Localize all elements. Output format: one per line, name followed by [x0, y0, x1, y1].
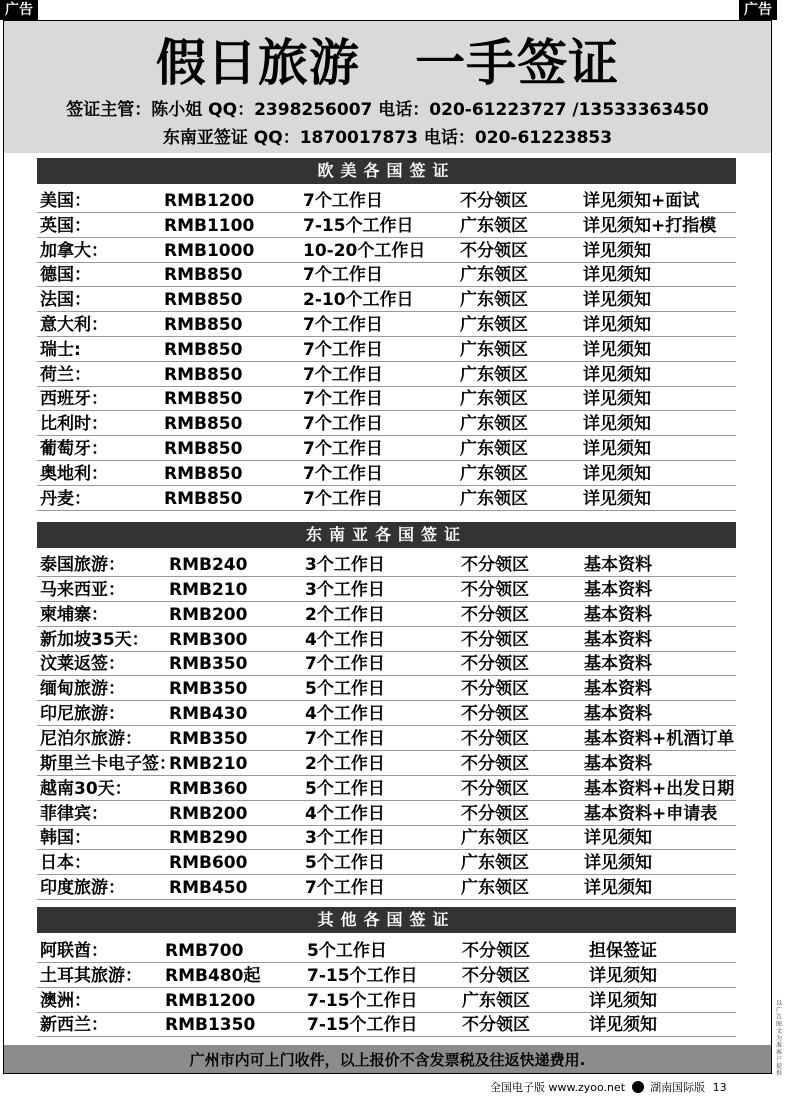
visa-requirement-note: 担保签证	[589, 941, 657, 961]
visa-country: 尼泊尔旅游：	[40, 728, 142, 749]
visa-consular-region: 不分领区	[461, 803, 529, 824]
visa-consular-region: 广东领区	[460, 215, 528, 236]
visa-country: 印度旅游：	[40, 878, 125, 899]
visa-country: 英国：	[40, 215, 91, 236]
table-row	[37, 677, 736, 701]
visa-consular-region: 广东领区	[460, 339, 528, 360]
visa-price: RMB200	[169, 803, 248, 824]
visa-price: RMB360	[169, 778, 248, 799]
table-row	[37, 1013, 736, 1037]
visa-processing-time: 7个工作日	[303, 265, 383, 286]
table-row	[37, 313, 736, 337]
visa-consular-region: 不分领区	[461, 728, 529, 749]
visa-processing-time: 7个工作日	[303, 488, 383, 509]
visa-country: 德国：	[40, 265, 91, 286]
visa-processing-time: 4个工作日	[305, 803, 385, 824]
visa-country: 新西兰：	[40, 1015, 108, 1036]
visa-requirement-note: 基本资料	[584, 654, 652, 675]
visa-requirement-note: 详见须知	[583, 439, 651, 459]
table-row	[37, 387, 736, 411]
visa-country: 意大利：	[40, 315, 108, 335]
visa-consular-region: 广东领区	[460, 364, 528, 385]
ad-tag-left: 广告	[0, 0, 38, 20]
visa-consular-region: 广东领区	[460, 414, 528, 435]
visa-processing-time: 7个工作日	[303, 389, 383, 410]
visa-requirement-note: 基本资料	[584, 555, 652, 575]
visa-price: RMB480起	[165, 965, 261, 986]
table-row	[37, 412, 736, 436]
visa-price: RMB600	[169, 853, 248, 874]
visa-processing-time: 5个工作日	[305, 778, 385, 799]
visa-requirement-note: 详见须知	[584, 828, 652, 849]
visa-processing-time: 4个工作日	[305, 629, 385, 650]
ad-tag-right: 广告	[739, 0, 777, 20]
visa-price: RMB850	[164, 339, 243, 360]
visa-country: 马来西亚：	[40, 579, 125, 600]
visa-country: 阿联酋：	[40, 941, 108, 961]
visa-processing-time: 7-15个工作日	[307, 990, 418, 1011]
visa-price: RMB1100	[164, 215, 255, 236]
table-row	[37, 652, 736, 676]
table-row	[37, 189, 736, 213]
visa-country: 汶莱返签：	[40, 654, 125, 675]
visa-country: 澳洲：	[40, 990, 91, 1011]
visa-processing-time: 2个工作日	[305, 753, 385, 774]
visa-price: RMB210	[169, 579, 248, 600]
visa-requirement-note: 详见须知	[583, 488, 651, 509]
visa-requirement-note: 详见须知	[583, 339, 651, 360]
ad-title: 假日旅游 一手签证	[155, 34, 620, 92]
visa-requirement-note: 详见须知	[583, 265, 651, 286]
visa-country: 土耳其旅游：	[40, 965, 142, 986]
visa-consular-region: 不分领区	[460, 240, 528, 261]
visa-price: RMB850	[164, 364, 243, 385]
visa-country: 斯里兰卡电子签：	[40, 753, 176, 774]
visa-processing-time: 3个工作日	[305, 828, 385, 849]
visa-processing-time: 5个工作日	[305, 679, 385, 700]
visa-price: RMB200	[169, 604, 248, 625]
visa-requirement-note: 详见须知	[589, 965, 657, 986]
visa-processing-time: 5个工作日	[305, 853, 385, 874]
visa-price: RMB450	[169, 878, 248, 899]
visa-country: 西班牙：	[40, 389, 108, 410]
visa-consular-region: 广东领区	[460, 389, 528, 410]
footer-note: 广州市内可上门收件，以上报价不含发票税及往返快递费用.	[4, 1045, 771, 1074]
visa-price: RMB210	[169, 753, 248, 774]
table-row	[37, 876, 736, 900]
table-row	[37, 214, 736, 238]
visa-processing-time: 7个工作日	[305, 654, 385, 675]
visa-consular-region: 广东领区	[460, 439, 528, 459]
visa-consular-region: 不分领区	[461, 704, 529, 725]
visa-requirement-note: 基本资料	[584, 629, 652, 650]
table-row	[37, 989, 736, 1013]
visa-processing-time: 5个工作日	[307, 941, 387, 961]
visa-processing-time: 3个工作日	[305, 579, 385, 600]
visa-price: RMB240	[169, 555, 248, 575]
visa-consular-region: 不分领区	[460, 191, 528, 211]
visa-consular-region: 不分领区	[461, 679, 529, 700]
visa-consular-region: 不分领区	[461, 604, 529, 625]
contact-line-main: 签证主管：陈小姐 QQ：2398256007 电话：020-61223727 /13533363450	[66, 100, 709, 120]
visa-requirement-note: 基本资料	[584, 604, 652, 625]
visa-price: RMB700	[165, 941, 244, 961]
visa-consular-region: 广东领区	[460, 315, 528, 335]
table-row	[37, 727, 736, 751]
visa-country: 韩国：	[40, 828, 91, 849]
visa-requirement-note: 详见须知	[584, 853, 652, 874]
visa-processing-time: 7-15个工作日	[307, 1015, 418, 1036]
visa-country: 菲律宾：	[40, 803, 108, 824]
table-row	[37, 964, 736, 988]
visa-price: RMB1350	[165, 1015, 256, 1036]
table-row	[37, 802, 736, 826]
visa-requirement-note: 详见须知	[584, 878, 652, 899]
visa-country: 加拿大：	[40, 240, 108, 261]
visa-requirement-note: 详见须知	[583, 364, 651, 385]
table-row	[37, 603, 736, 627]
visa-price: RMB350	[169, 654, 248, 675]
table-row	[37, 851, 736, 875]
ad-frame	[3, 20, 772, 1074]
visa-consular-region: 广东领区	[460, 290, 528, 311]
table-row	[37, 263, 736, 287]
page-info-edition: 湖南国际版	[650, 1081, 706, 1094]
section-title-europe-america: 欧美各国签证	[37, 158, 736, 184]
table-row	[37, 702, 736, 726]
visa-requirement-note: 详见须知	[583, 414, 651, 435]
visa-price: RMB1200	[165, 990, 256, 1011]
visa-requirement-note: 详见须知	[589, 1015, 657, 1036]
table-row	[37, 437, 736, 461]
visa-country: 美国：	[40, 191, 91, 211]
visa-country: 泰国旅游：	[40, 555, 125, 575]
visa-requirement-note: 基本资料	[584, 579, 652, 600]
visa-consular-region: 广东领区	[460, 463, 528, 484]
visa-price: RMB290	[169, 828, 248, 849]
visa-country: 法国：	[40, 290, 91, 311]
visa-price: RMB1200	[164, 191, 255, 211]
visa-processing-time: 7个工作日	[305, 878, 385, 899]
publisher-logo-icon	[632, 1081, 644, 1093]
visa-requirement-note: 详见须知	[583, 290, 651, 311]
visa-price: RMB850	[164, 463, 243, 484]
ad-header	[4, 21, 771, 153]
table-row	[37, 462, 736, 486]
visa-consular-region: 不分领区	[462, 965, 530, 986]
visa-country: 新加坡35天：	[40, 629, 149, 650]
visa-processing-time: 2-10个工作日	[303, 290, 414, 311]
visa-price: RMB850	[164, 439, 243, 459]
section-title-southeast-asia: 东南亚各国签证	[37, 522, 736, 548]
visa-consular-region: 广东领区	[462, 990, 530, 1011]
table-row	[37, 826, 736, 850]
visa-processing-time: 7个工作日	[303, 439, 383, 459]
visa-consular-region: 广东领区	[461, 853, 529, 874]
visa-price: RMB350	[169, 679, 248, 700]
visa-consular-region: 广东领区	[461, 828, 529, 849]
visa-country: 柬埔寨：	[40, 604, 108, 625]
visa-requirement-note: 基本资料+申请表	[584, 803, 718, 824]
visa-price: RMB850	[164, 265, 243, 286]
visa-price: RMB850	[164, 315, 243, 335]
visa-consular-region: 广东领区	[461, 878, 529, 899]
table-row	[37, 553, 736, 577]
visa-price: RMB1000	[164, 240, 255, 261]
contact-line-sea: 东南亚签证 QQ：1870017873 电话：020-61223853	[162, 128, 613, 148]
page-number: 13	[712, 1081, 727, 1094]
visa-consular-region: 不分领区	[461, 555, 529, 575]
visa-requirement-note: 详见须知	[589, 990, 657, 1011]
visa-processing-time: 7个工作日	[305, 728, 385, 749]
visa-processing-time: 7个工作日	[303, 315, 383, 335]
table-row	[37, 487, 736, 511]
page-info-site: 全国电子版 www.zyoo.net	[490, 1081, 626, 1094]
table-row	[37, 777, 736, 801]
visa-consular-region: 不分领区	[462, 1015, 530, 1036]
visa-price: RMB430	[169, 704, 248, 725]
table-row	[37, 578, 736, 602]
visa-country: 瑞士:	[40, 339, 81, 360]
visa-processing-time: 3个工作日	[305, 555, 385, 575]
visa-country: 印尼旅游：	[40, 704, 125, 725]
visa-consular-region: 广东领区	[460, 488, 528, 509]
visa-country: 日本：	[40, 853, 91, 874]
visa-processing-time: 7-15个工作日	[307, 965, 418, 986]
visa-processing-time: 7个工作日	[303, 364, 383, 385]
visa-consular-region: 不分领区	[461, 579, 529, 600]
visa-requirement-note: 基本资料	[584, 753, 652, 774]
visa-price: RMB300	[169, 629, 248, 650]
table-row	[37, 363, 736, 387]
table-row	[37, 939, 736, 963]
visa-country: 葡萄牙：	[40, 439, 108, 459]
visa-consular-region: 不分领区	[461, 654, 529, 675]
visa-requirement-note: 详见须知+面试	[583, 191, 700, 211]
visa-processing-time: 7个工作日	[303, 191, 383, 211]
visa-requirement-note: 基本资料	[584, 704, 652, 725]
visa-processing-time: 10-20个工作日	[303, 240, 426, 261]
visa-consular-region: 不分领区	[461, 629, 529, 650]
visa-processing-time: 7-15个工作日	[303, 215, 414, 236]
visa-country: 比利时：	[40, 414, 108, 435]
visa-consular-region: 不分领区	[461, 778, 529, 799]
visa-consular-region: 不分领区	[461, 753, 529, 774]
visa-requirement-note: 详见须知+打指模	[583, 215, 717, 236]
visa-requirement-note: 详见须知	[583, 389, 651, 410]
visa-price: RMB850	[164, 389, 243, 410]
visa-processing-time: 4个工作日	[305, 704, 385, 725]
visa-country: 荷兰：	[40, 364, 91, 385]
table-row	[37, 288, 736, 312]
visa-price: RMB850	[164, 488, 243, 509]
visa-processing-time: 2个工作日	[305, 604, 385, 625]
visa-requirement-note: 详见须知	[583, 315, 651, 335]
visa-country: 缅甸旅游：	[40, 679, 125, 700]
table-row	[37, 338, 736, 362]
visa-country: 越南30天：	[40, 778, 132, 799]
visa-country: 奥地利：	[40, 463, 108, 484]
visa-price: RMB850	[164, 290, 243, 311]
table-row	[37, 752, 736, 776]
table-row	[37, 628, 736, 652]
visa-processing-time: 7个工作日	[303, 339, 383, 360]
visa-requirement-note: 基本资料+出发日期	[584, 778, 735, 799]
section-title-other: 其他各国签证	[37, 907, 736, 933]
visa-country: 丹麦：	[40, 488, 91, 509]
visa-requirement-note: 基本资料+机酒订单	[584, 728, 735, 749]
visa-processing-time: 7个工作日	[303, 414, 383, 435]
visa-consular-region: 不分领区	[462, 941, 530, 961]
visa-price: RMB850	[164, 414, 243, 435]
visa-requirement-note: 详见须知	[583, 463, 651, 484]
visa-requirement-note: 详见须知	[583, 240, 651, 261]
table-row	[37, 239, 736, 263]
side-vertical-note: 以广告图文为准客户提供	[776, 1000, 783, 1077]
visa-price: RMB350	[169, 728, 248, 749]
visa-consular-region: 广东领区	[460, 265, 528, 286]
visa-requirement-note: 基本资料	[584, 679, 652, 700]
page-info	[490, 1079, 727, 1095]
visa-processing-time: 7个工作日	[303, 463, 383, 484]
